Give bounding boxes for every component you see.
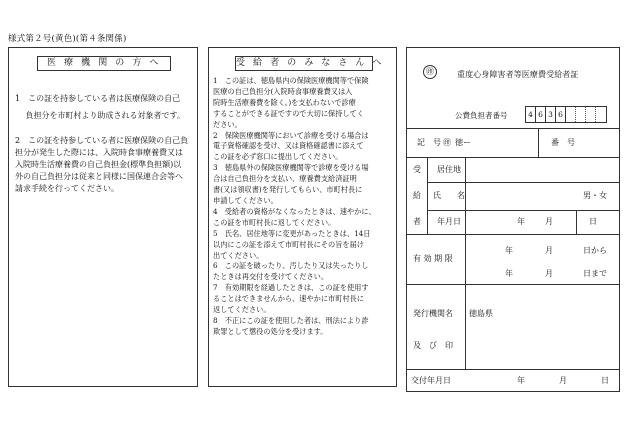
birth-label: 年月日 [437, 217, 461, 226]
note-line: 医療の自己負担分(入院時食事療養費又は入 [213, 86, 353, 96]
medical-note-2-line3: 入院時生活療養費の自己負担金(標準負担額)以 [15, 160, 182, 169]
name-label: 氏 名 [433, 191, 465, 200]
burden-digit [566, 107, 576, 122]
certificate-header [407, 48, 619, 129]
record-label: 記 号 [417, 138, 441, 147]
validity-from-label: 日から [583, 246, 607, 255]
issue-date-label: 交付年月日 [411, 376, 451, 385]
burden-digit: 6 [536, 107, 546, 122]
note-line: 7 有効期限を経過したときは、この証を使用す [213, 283, 369, 293]
recipient-notice-panel [208, 47, 397, 387]
address-label: 居住地 [437, 165, 461, 174]
sex-label: 男・女 [583, 191, 607, 200]
note-line: 申請してください。 [213, 195, 278, 205]
note-line: ださい。 [213, 119, 242, 129]
issuer-label: 発行機関名 [413, 309, 453, 318]
note-line: 電子資格確認を受け、又は資格確認書に添えて [213, 141, 364, 151]
note-line: 6 この証を破ったり、汚したり又は失ったりし [213, 261, 369, 271]
medical-note-2-line4: 外の自己負担分は従来と同様に国保連合会等へ [15, 172, 183, 181]
record-prefix: ㊞ [443, 138, 451, 147]
recipient-side-char: 者 [413, 217, 421, 226]
rule-recipient-side [427, 157, 428, 234]
medical-institution-title: 医 療 機 関 の 方 へ [37, 56, 171, 71]
public-burden-number-label: 公費負担者番号 [455, 111, 508, 120]
rule-number-column [538, 129, 539, 157]
recipient-side-char: 給 [413, 191, 421, 200]
public-burden-number-box [525, 106, 607, 123]
note-line: 1 この証は、徳島県内の保険医療機関等で保険 [213, 76, 369, 85]
number-label: 番 号 [551, 138, 575, 147]
note-line: することができる証ですので大切に保持してく [213, 108, 364, 118]
burden-digit [596, 107, 606, 122]
burden-digit: 4 [526, 107, 536, 122]
note-line: 返してください。 [213, 305, 271, 315]
medical-note-2-line1: 2 この証を持参している者に医療保険の自己負 [15, 136, 189, 145]
rule-name [427, 210, 619, 211]
note-line: 院時生活療養費を除く。)を支払わないで診療 [213, 97, 356, 107]
validity-until-label: 日まで [583, 269, 607, 278]
issue-day-label: 日 [601, 376, 609, 385]
recipient-notes [213, 76, 395, 338]
medical-institution-panel [8, 47, 198, 387]
burden-digit: 6 [556, 107, 566, 122]
note-line: 8 不正にこの証を使用した者は、刑法により詐 [213, 315, 369, 325]
rule-address [427, 182, 619, 183]
recipient-certificate [406, 47, 620, 392]
seal-mark: ㊞ [423, 65, 437, 79]
medical-note-2-line5: 請求手続を行ってください。 [15, 184, 119, 193]
note-line: この証を必ず窓口に提出してください。 [213, 152, 343, 162]
note-line: 4 受給者の資格がなくなったときは、速やかに、 [213, 206, 376, 216]
issuer-value: 徳島県 [469, 309, 493, 318]
note-line: 合は自己負担分を支払い、療養費支給済証明 [213, 174, 357, 184]
issuer-seal-label: 及 び 印 [413, 341, 453, 350]
medical-note-1-line2: 負担分を市町村より助成される対象者です。 [15, 111, 185, 120]
validity-from-year: 年 [505, 246, 513, 255]
burden-digit [586, 107, 596, 122]
rule-record [407, 157, 619, 158]
note-line: 欺罪として懲役の処分を受けます。 [213, 326, 328, 336]
rule-sex-column [576, 210, 577, 234]
note-line: 3 徳島県外の保険医療機関等で診療を受ける場 [213, 163, 369, 173]
note-line: 5 氏名、居住地等に変更があったときは、14日 [213, 228, 371, 238]
rule-birth [407, 234, 619, 235]
note-line: 2 保険医療機関等において診療を受ける場合は [213, 130, 369, 140]
certificate-title: 重度心身障害者等医療費受給者証 [457, 70, 579, 79]
burden-digit [576, 107, 586, 122]
issue-month-label: 月 [559, 376, 567, 385]
recipient-side-char: 受 [413, 165, 421, 174]
medical-note-1-line1: 1 この証を持参している者は医療保険の自己 [15, 94, 181, 103]
validity-from-month: 月 [545, 246, 553, 255]
birth-month-label: 月 [545, 217, 553, 226]
validity-until-year: 年 [505, 269, 513, 278]
rule-label-column [465, 157, 466, 369]
validity-until-month: 月 [545, 269, 553, 278]
note-line: 出てください。 [213, 250, 264, 260]
validity-label: 有 効 期 限 [413, 254, 453, 263]
note-line: 以内にこの証を添えて市町村長にその旨を届け [213, 239, 364, 249]
rule-validity [407, 284, 619, 285]
form-number: 様式第２号(黄色)(第４条関係) [8, 34, 127, 44]
medical-note-2-line2: 担分が発生した際には、入院時食事療養費又は [15, 148, 183, 157]
recipient-notice-title: 受 給 者 の み な さ ん へ [235, 56, 373, 71]
birth-year-label: 年 [517, 217, 525, 226]
birth-day-label: 日 [589, 217, 597, 226]
record-value: 徳ー [455, 138, 471, 147]
note-line: この証を市町村長に返してください。 [213, 217, 336, 227]
note-line: たときは再交付を受けてください。 [213, 272, 329, 282]
note-line: ることはできませんから、速やかに市町村長に [213, 294, 364, 304]
rule-issuer [407, 369, 619, 370]
issue-year-label: 年 [517, 376, 525, 385]
burden-digit: 3 [546, 107, 556, 122]
note-line: 書(又は領収書)を発行してもらい、市町村長に [213, 185, 363, 195]
